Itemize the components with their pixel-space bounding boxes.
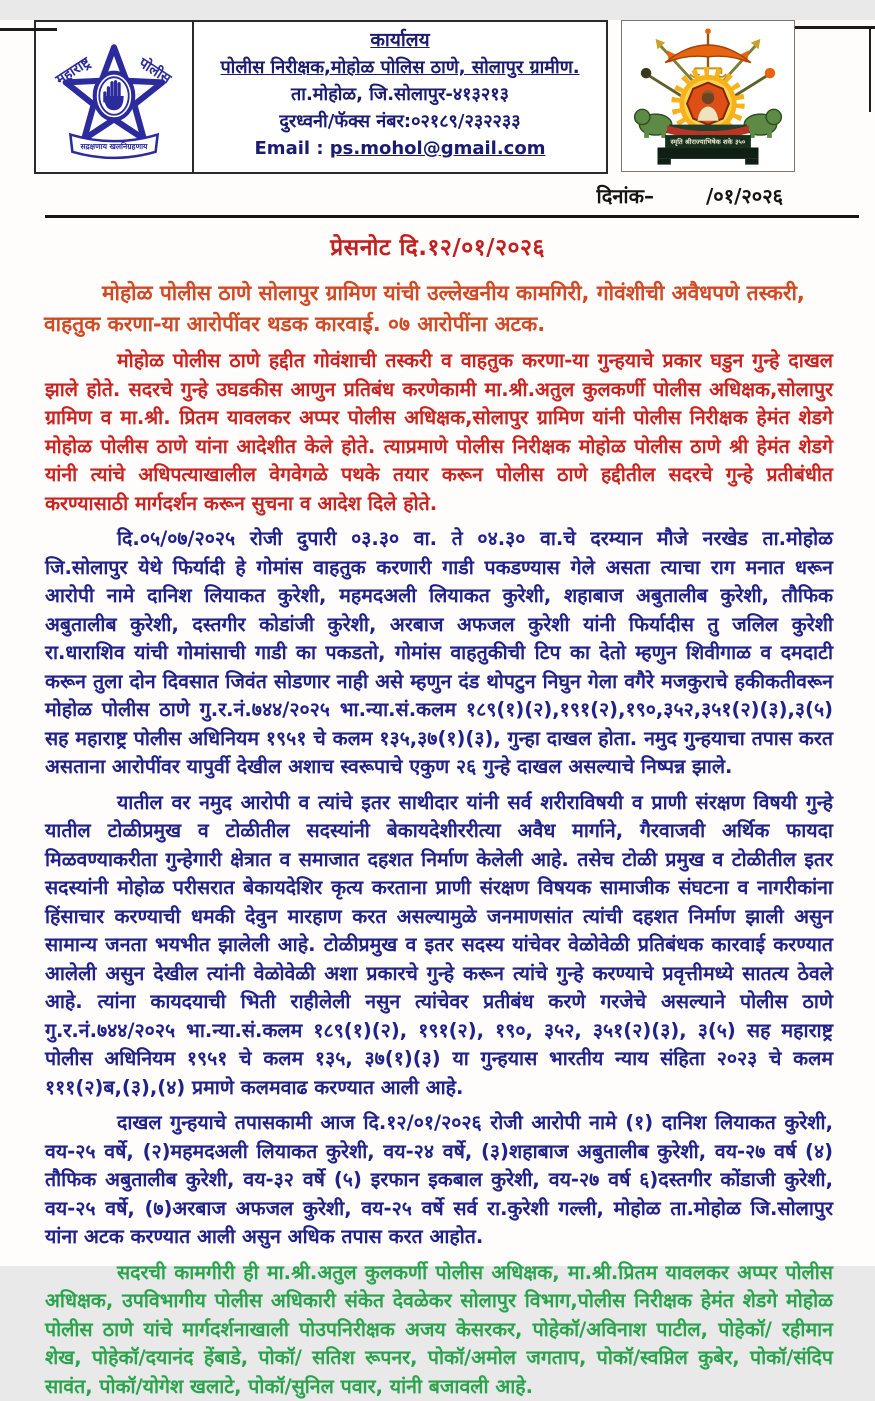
lion-left-icon — [635, 109, 672, 138]
pressnote-title: प्रेसनोट दि.१२/०१/२०२६ — [0, 230, 875, 262]
logo-ribbon-text: सद्रक्षणाय खलनिग्रहणाय — [80, 142, 149, 151]
police-logo-cell — [36, 22, 194, 172]
paragraph-background: मोहोळ पोलीस ठाणे हद्दीत गोवंशाची तस्करी व वाहतुक करणा-या गुन्हयाचे प्रकार घडुन गुन्हे दाखल झाले होते. सदरचे गुन्हे उघडकीस आणुन प्रतिबंध करणेकामी मा.श्री.अतुल कुलकर्णी पोलीस अधिक्षक,सोलापुर ग्रामिण व मा.श्री. प्रितम यावलकर अप्पर पोलीस अधिक्षक,सोलापुर ग्रामिण यांनी पोलीस निरीक्षक हेमंत शेडगे मोहोळ पोलीस ठाणे यांना आदेशीत केले होते. त्याप्रमाणे पोलीस निरीक्षक मोहोळ पोलीस ठाणे श्री हेमंत शेडगे यांनी त्यांचे अधिपत्याखालील वेगवेगळे पथके तयार करून पोलीस ठाणे हद्दीतील सदरचे गुन्हे प्रतीबंधीत करण्यासाठी मार्गदर्शन करून सुचना व आदेश दिले होते. — [45, 347, 833, 518]
logo-arc-text-left: महाराष्ट्र — [52, 54, 94, 89]
logo-arc-text-right: पोलीस — [135, 53, 176, 88]
state-emblem-cell — [621, 20, 795, 172]
office-address: ता.मोहोळ, जि.सोलापुर-४१३२१३ — [194, 81, 606, 108]
office-title: कार्यालय — [194, 27, 606, 54]
umbrella-icon — [665, 28, 751, 67]
email-link[interactable]: ps.mohol@gmail.com — [330, 138, 546, 159]
date-value: /०१/२०२६ — [706, 182, 783, 209]
letterhead — [34, 20, 875, 174]
office-phone: दुरध्वनी/फॅक्स नंबर:०२१८९/२३२२३३ — [194, 108, 606, 135]
pressnote-headline: मोहोळ पोलीस ठाणे सोलापुर ग्रामिण यांची उल्लेखनीय कामगिरी, गोवंशीची अवैधपणे तस्करी, वाहतुक करणा-या आरोपींवर थडक कारवाई. ०७ आरोपींना अटक. — [44, 278, 831, 340]
scan-artifact-top-left — [0, 28, 57, 31]
letterhead-box — [34, 20, 608, 174]
date-label: दिनांक– — [597, 182, 654, 209]
office-name: पोलीस निरीक्षक,मोहोळ पोलिस ठाणे, सोलापुर ग्रामीण. — [194, 54, 606, 81]
pressnote-document — [0, 20, 875, 1266]
paragraph-arrests: दाखल गुन्हयाचे तपासकामी आज दि.१२/०१/२०२६ रोजी आरोपी नामे (१) दानिश लियाकत कुरेशी, वय-२५ वर्षे, (२)महमदअली लियाकत कुरेशी, वय-२४ वर्षे, (३)शहाबाज अबुतालीब कुरेशी, वय-२७ वर्ष (४) तौफिक अबुतालीब कुरेशी, वय-३२ वर्षे (५) इरफान इकबाल कुरेशी, वय-२७ वर्ष ६)दस्तगीर कोंडाजी कुरेशी, वय-२५ वर्षे, (७)अरबाज अफजल कुरेशी, वय-२५ वर्षे सर्व रा.कुरेशी गल्ली, मोहोळ ता.मोहोळ जि.सोलापुर यांना अटक करण्यात आली असुन अधिक तपास करत आहोत. — [45, 1109, 833, 1252]
scan-artifact-right-edge — [869, 26, 871, 112]
date-line — [0, 182, 783, 209]
maharashtra-police-logo-icon — [48, 29, 180, 165]
email-label: Email : — [255, 138, 330, 159]
office-email-line — [194, 135, 606, 162]
rajyabhishek-emblem-icon — [627, 23, 789, 169]
lion-right-icon — [744, 109, 781, 138]
office-address-block — [194, 22, 606, 172]
scan-artifact-top-right — [795, 26, 875, 29]
emblem-banner-text: स्मृति श्रीराज्याभिषेक शके ३५० — [670, 137, 746, 146]
paragraph-incident: दि.०५/०७/२०२५ रोजी दुपारी ०३.३० वा. ते ०४.३० वा.चे दरम्यान मौजे नरखेड ता.मोहोळ जि.सोलापुर येथे फिर्यादी हे गोमांस वाहतुक करणारी गाडी पकडण्यास गेले असता त्याचा राग मनात धरून आरोपी नामे दानिश लियाकत कुरेशी, महमदअली लियाकत कुरेशी, शहाबाज अबुतालीब कुरेशी, तौफिक अबुतालीब कुरेशी, दस्तगीर कोडांजी कुरेशी, अरबाज अफजल कुरेशी यांनी फिर्यादीस तु जलिल कुरेशी रा.धाराशिव यांची गोमांसाची गाडी का पकडतो, गोमांस वाहतुकीची टिप का देतो म्हणुन शिवीगाळ व दमदाटी करून तुला दोन दिवसात जिवंत सोडणार नाही असे म्हणुन दंड थोपटुन निघुन गेला वगैरे मजकुराचे हकीकतीवरून मोहोळ पोलीस ठाणे गु.र.नं.७४४/२०२५ भा.न्या.सं.कलम १८९(१)(२),१९१(२),१९०,३५२,३५१(२)(३),३(५) सह महाराष्ट्र पोलीस अधिनियम १९५१ चे कलम १३५,३७(१)(३), गुन्हा दाखल होता. नमुद गुन्हयाचा तपास करत असताना आरोपींवर यापुर्वी देखील अशाच स्वरूपाचे एकुण २६ गुन्हे दाखल असल्याचे निष्पन्न झाले. — [45, 525, 833, 782]
paragraph-credits: सदरची कामगीरी ही मा.श्री.अतुल कुलकर्णी पोलीस अधिक्षक, मा.श्री.प्रितम यावलकर अप्पर पोलीस अधिक्षक, उपविभागीय पोलीस अधिकारी संकेत देवळेकर सोलापुर विभाग,पोलीस निरीक्षक हेमंत शेडगे मोहोळ पोलीस ठाणे यांचे मार्गदर्शनाखाली पोउपनिरीक्षक अजय केसरकर, पोहेकॉ/अविनाश पाटील, पोहेकॉ/ रहीमान शेख, पोहेकॉ/दयानंद हेंबाडे, पोकॉ/ सतिश रूपनर, पोकॉ/अमोल जगताप, पोकॉ/स्वप्निल कुबेर, पोकॉ/संदिप सावंत, पोकॉ/योगेश खलाटे, पोकॉ/सुनिल पवार, यांनी बजावली आहे. — [45, 1259, 833, 1401]
header-divider — [45, 215, 859, 218]
paragraph-gang-history: यातील वर नमुद आरोपी व त्यांचे इतर साथीदार यांनी सर्व शरीराविषयी व प्राणी संरक्षण विषयी गुन्हे यातील टोळीप्रमुख व टोळीतील सदस्यांनी बेकायदेशीररीत्या अवैध मार्गाने, गैरवाजवी अर्थिक फायदा मिळवण्याकरीता गुन्हेगारी क्षेत्रात व समाजात दहशत निर्माण केलेली आहे. तसेच टोळी प्रमुख व टोळीतील इतर सदस्यांनी मोहोळ परीसरात बेकायदेशिर कृत्य करताना प्राणी संरक्षण विषयक सामाजीक संघटना व नागरीकांना हिंसाचार करण्याची धमकी देवुन मारहाण करत असल्यामुळे जनमाणसांत त्यांची दहशत निर्माण झाली असुन सामान्य जनता भयभीत झालेली आहे. टोळीप्रमुख व इतर सदस्य यांचेवर वेळोवेळी प्रतिबंधक कारवाई करण्यात आलेली असुन देखील त्यांनी वेळोवेळी अशा प्रकारचे गुन्हे करून त्यांचे गुन्हे करण्याचे प्रवृत्तीमध्ये सातत्य ठेवले आहे. त्यांना कायदयाची भिती राहीलेली नसुन त्यांचेवर प्रतीबंध करणे गरजेचे असल्याने पोलीस ठाणे गु.र.नं.७४४/२०२५ भा.न्या.सं.कलम १८९(१)(२), १९१(२), १९०, ३५२, ३५१(२)(३), ३(५) सह महाराष्ट्र पोलीस अधिनियम १९५१ चे कलम १३५, ३७(१)(३) या गुन्हयास भारतीय न्याय संहिता २०२३ चे कलम १११(२)ब,(३),(४) प्रमाणे कलमवाढ करण्यात आली आहे. — [45, 789, 833, 1103]
pedestal-icon — [657, 125, 758, 165]
